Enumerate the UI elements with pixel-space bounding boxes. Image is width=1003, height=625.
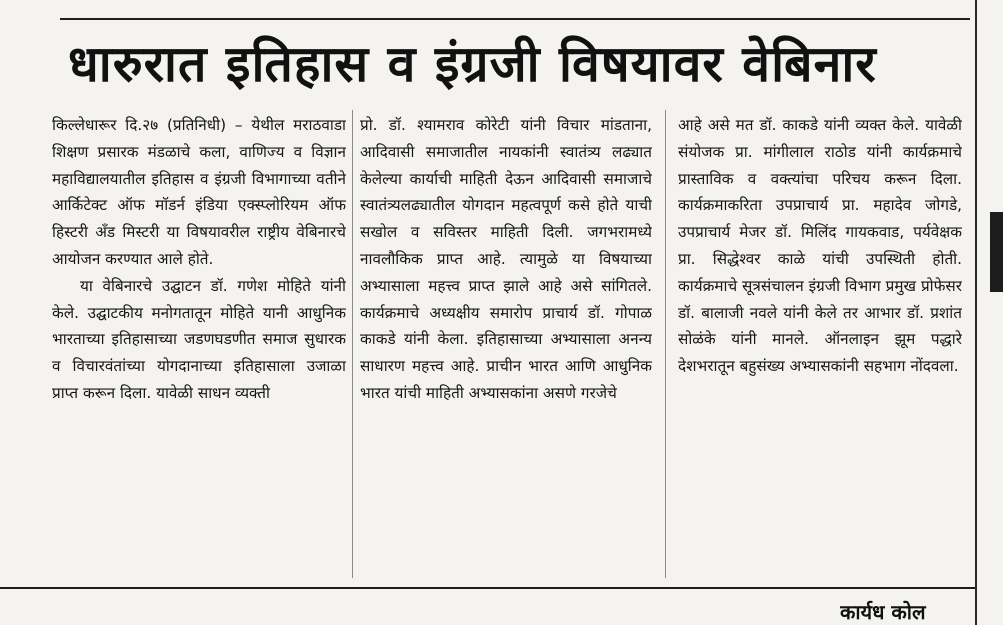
next-article-headline-fragment: कार्यध कोल bbox=[840, 600, 926, 624]
previous-article-fragment bbox=[0, 0, 1003, 22]
top-rule bbox=[60, 18, 970, 20]
article-headline: धारुरात इतिहास व इंग्रजी विषयावर वेबिनार bbox=[68, 35, 877, 93]
paragraph: या वेबिनारचे उद्घाटन डॉ. गणेश मोहिते यांनी केले. उद्घाटकीय मनोगतातून मोहिते यानी आधुनिक भारताच्या इतिहासाच्या जडणघडणीत समाज सुधारक व विचारवंतांच्या योगदानाच्या इतिहासाला उजाळा प्राप्त करून दिला. यावेळी साधन व्यक्ती bbox=[52, 276, 346, 402]
paragraph: आहे असे मत डॉ. काकडे यांनी व्यक्त केले. यावेळी संयोजक प्रा. मांगीलाल राठोड यांनी कार्यक्रमाचे प्रास्ताविक व वक्त्यांचा परिचय करून दिला. कार्यक्रमाकरिता उपप्राचार्य प्रा. महादेव जोगडे, उपप्राचार्य मेजर डॉ. मिलिंद गायकवाड, पर्यवेक्षक प्रा. सिद्धेश्वर काळे यांची उपस्थिती होती. कार्यक्रमाचे सूत्रसंचालन इंग्रजी विभाग प्रमुख प्रोफेसर डॉ. बालाजी नवले यांनी केले तर आभार डॉ. प्रशांत सोळंके यांनी मानले. ऑनलाइन झूम पद्धारे देशभरातून बहुसंख्य अभ्यासकांनी सहभाग नोंदवला. bbox=[678, 116, 962, 376]
article-column-3 bbox=[678, 112, 962, 582]
bottom-rule bbox=[0, 587, 975, 589]
adjacent-article-box bbox=[990, 212, 1003, 292]
right-border bbox=[975, 0, 977, 625]
paragraph: किल्लेधारूर दि.२७ (प्रतिनिधी) – येथील मराठवाडा शिक्षण प्रसारक मंडळाचे कला, वाणिज्य व विज्ञान महाविद्यालयातील इतिहास व इंग्रजी विभागाच्या वतीने आर्किटेक्ट ऑफ मॉडर्न इंडिया एक्स्प्लोरियम ऑफ हिस्टरी अँड मिस्टरी या विषयावरील राष्ट्रीय वेबिनारचे आयोजन करण्यात आले होते. bbox=[52, 116, 346, 268]
article-column-2 bbox=[360, 112, 652, 582]
column-divider bbox=[352, 110, 353, 578]
article-column-1 bbox=[52, 112, 346, 582]
column-divider bbox=[665, 110, 666, 578]
paragraph: प्रो. डॉ. श्यामराव कोरेटी यांनी विचार मांडताना, आदिवासी समाजातील नायकांनी स्वातंत्र्य लढ्यात केलेल्या कार्याची माहिती देऊन आदिवासी समाजाचे स्वातंत्र्यलढ्यातील योगदान महत्वपूर्ण कसे होते याची सखोल व सविस्तर माहिती दिली. जगभरामध्ये नावलौकिक प्राप्त आहे. त्यामुळे या विषयाच्या अभ्यासाला महत्त्व प्राप्त झाले आहे असे सांगितले. कार्यक्रमाचे अध्यक्षीय समारोप प्राचार्य डॉ. गोपाळ काकडे यांनी केला. इतिहासाच्या अभ्यासाला अनन्य साधारण महत्त्व आहे. प्राचीन भारत आणि आधुनिक भारत यांची माहिती अभ्यासकांना असणे गरजेचे bbox=[360, 116, 652, 402]
